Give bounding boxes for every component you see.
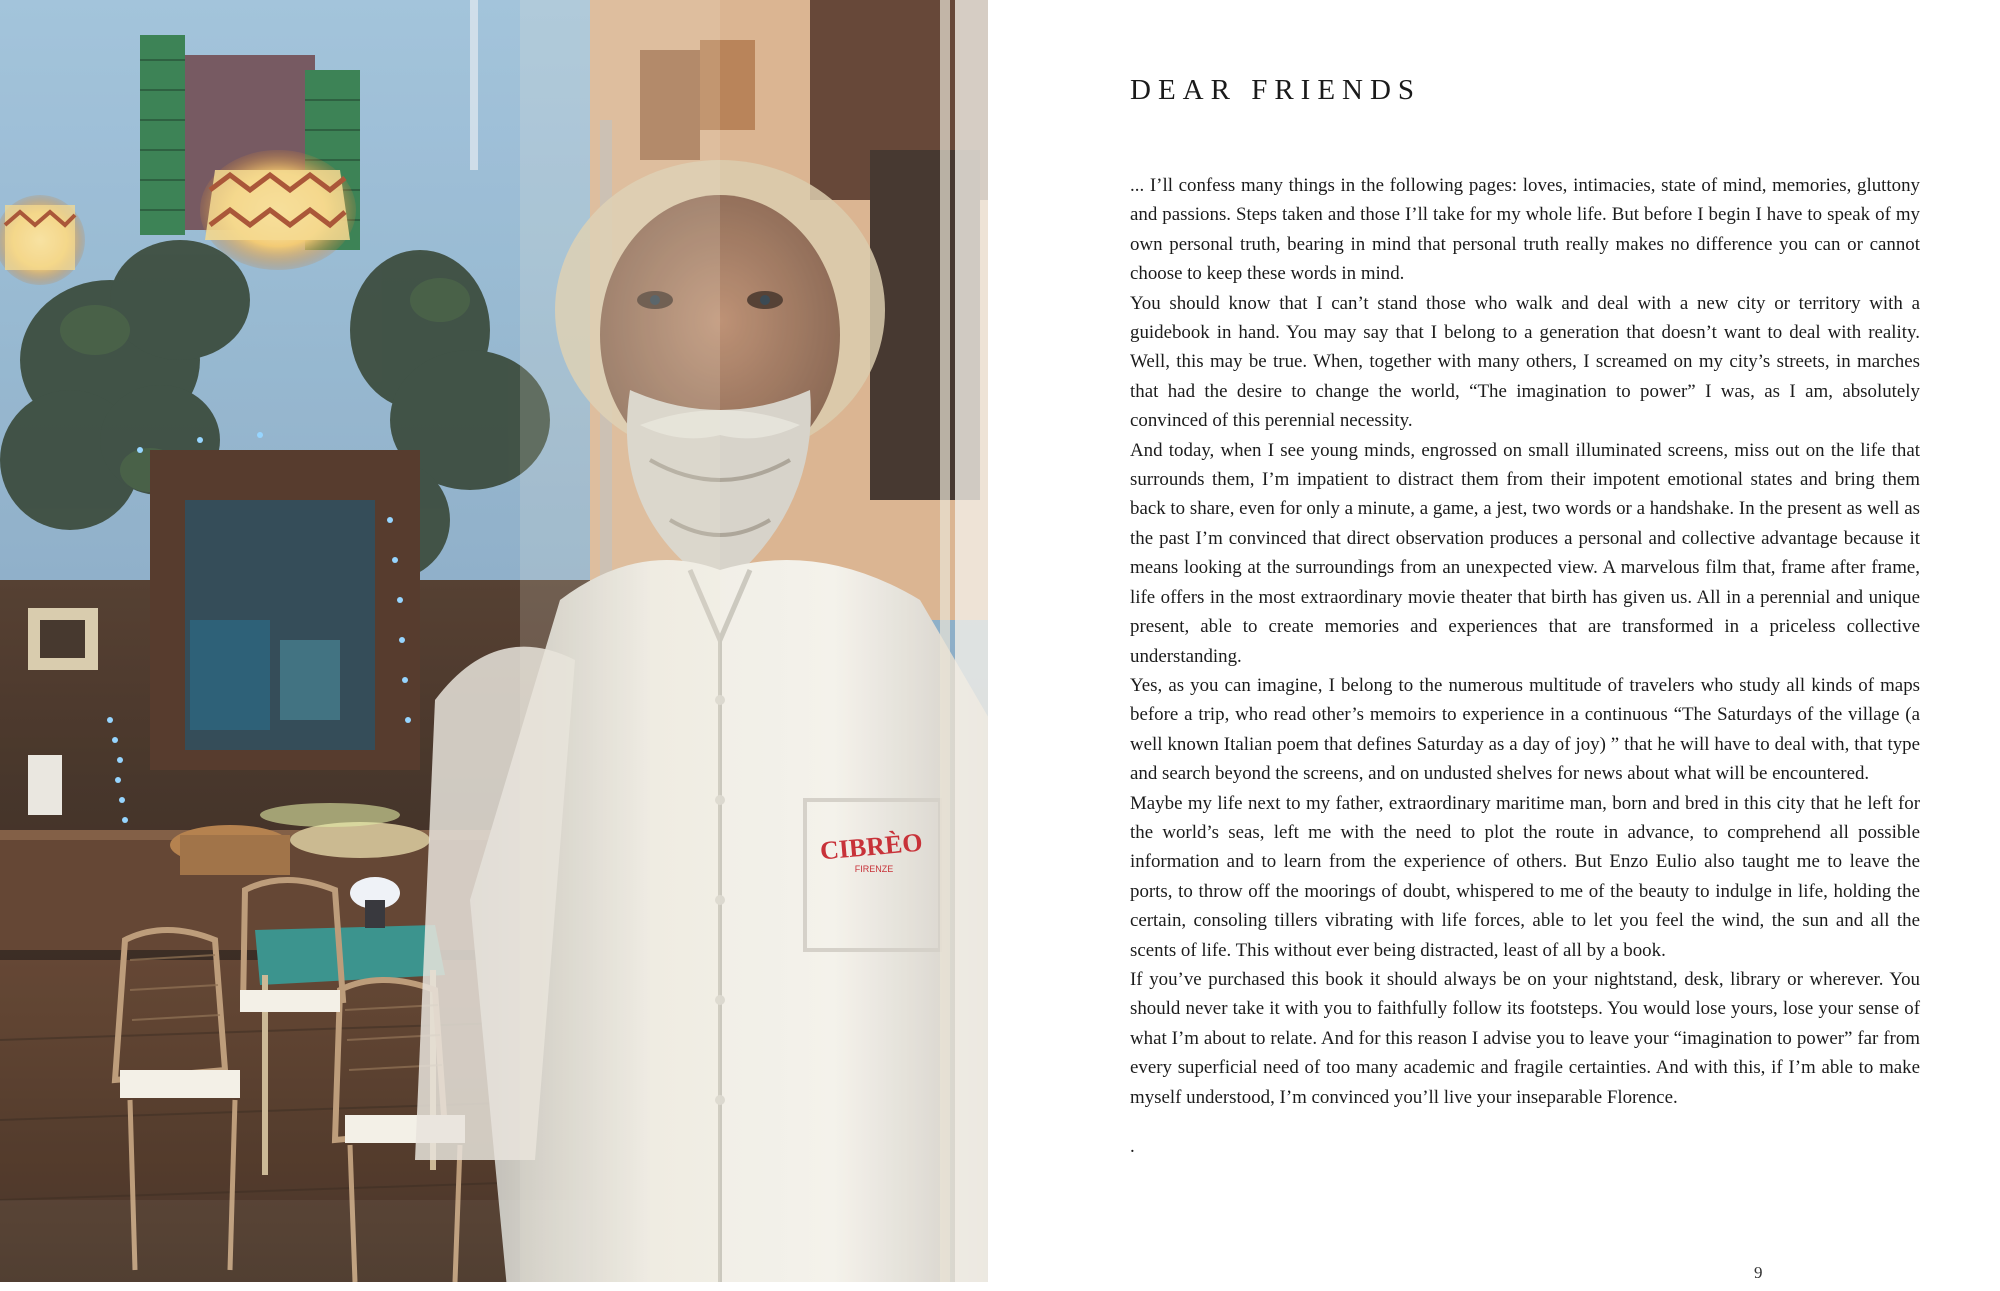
paragraph: If you’ve purchased this book it should always be on your nightstand, desk, library or wherever. You should never take it with you to faithfully follow its footsteps. You would lose yours, lose your sense of what I’m about to relate. And for this reason I advise you to leave your “imagination to power” far from every superficial need of too many academic and fragile certainties. And with this, if I’m able to make myself understood, I’m convinced you’ll live your inseparable Florence. (1130, 968, 1920, 1108)
text-page (1130, 70, 1920, 1108)
trailing-mark: . (1130, 1136, 1135, 1157)
body-text (1130, 171, 1920, 1112)
paragraph: And today, when I see young minds, engrossed on small illuminated screens, miss out on the life that surrounds them, I’m impatient to distract them from their impotent emotional states and bring them back to share, even for only a minute, a game, a jest, two words or a handshake. In the present as well as the past I’m convinced that direct observation produces a personal and collective advantage because it means looking at the surroundings from an unexpected view. A marvelous film that, frame after frame, life offers in the most extraordinary movie theater that birth has given us. All in a perennial and unique present, able to create memories and experiences that are transformed in a priceless collective understanding. (1130, 439, 1920, 667)
paragraph: You should know that I can’t stand those who walk and deal with a new city or territory with a guidebook in hand. You may say that I belong to a generation that doesn’t want to deal with reality. Well, this may be true. When, together with many others, I screamed on my city’s streets, in marches that had the desire to change the world, “The imagination to power” I was, as I am, absolutely convinced of this perennial necessity. (1130, 292, 1920, 432)
portrait-photo (0, 0, 988, 1282)
paragraph: Yes, as you can imagine, I belong to the numerous multitude of travelers who study all kinds of maps before a trip, who read other’s memoirs to experience in a continuous “The Saturdays of the village (a well known Italian poem that defines Saturday as a day of joy) ” that he will have to deal with, that type and search beyond the screens, and on undusted shelves for news about what will be encountered. (1130, 674, 1920, 785)
page-number: 9 (1754, 1263, 1763, 1282)
paragraph: Maybe my life next to my father, extraordinary maritime man, born and bred in this city that he left for the world’s seas, left me with the need to plot the route in advance, to comprehend all possible information and to learn from the experience of others. But Enzo Eulio also taught me to leave the ports, to throw off the moorings of doubt, whispered to me of the beauty to indulge in life, holding the certain, consoling tillers vibrating with life forces, able to let you feel the wind, the sun and all the scents of life. This without ever being distracted, least of all by a book. (1130, 792, 1920, 961)
shirt-logo-text: CIBRÈO (818, 827, 924, 866)
page-heading: DEAR FRIENDS (1130, 74, 1422, 106)
shirt-logo-subtext: FIRENZE (854, 864, 894, 874)
paragraph: ... I’ll confess many things in the following pages: loves, intimacies, state of mind, memories, gluttony and passions. Steps taken and those I’ll take for my whole life. But before I begin I have to speak of my own personal truth, bearing in mind that personal truth really makes no difference you can or cannot choose to keep these words in mind. (1130, 175, 1920, 285)
